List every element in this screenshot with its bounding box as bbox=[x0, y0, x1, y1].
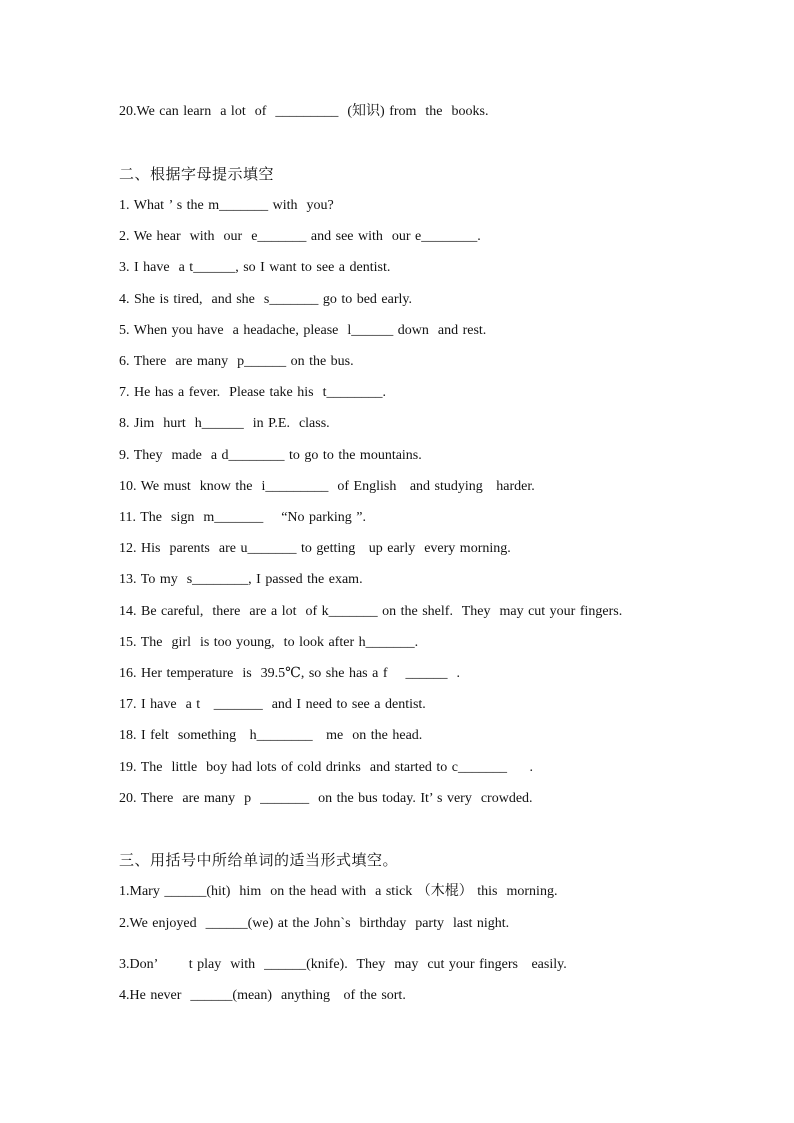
section-2-item-4: 4. She is tired, and she s_______ go to bed early. bbox=[119, 292, 412, 307]
section-2-item-18: 18. I felt something h________ me on the head. bbox=[119, 728, 423, 743]
section-2-item-2: 2. We hear with our e_______ and see with our e________. bbox=[119, 229, 481, 244]
section-3-item-3: 3.Don’ t play with ______(knife). They may cut your fingers easily. bbox=[119, 957, 567, 972]
section-2-item-12: 12. His parents are u_______ to getting up early every morning. bbox=[119, 541, 511, 556]
section-3-item-2: 2.We enjoyed ______(we) at the John`s birthday party last night. bbox=[119, 916, 510, 931]
section-2-heading: 二、根据字母提示填空 bbox=[119, 165, 275, 183]
section-2-item-1: 1. What ’ s the m_______ with you? bbox=[119, 198, 334, 213]
section-3-item-1: 1.Mary ______(hit) him on the head with a stick （木棍） this morning. bbox=[119, 884, 558, 899]
section-3-item-4: 4.He never ______(mean) anything of the sort. bbox=[119, 988, 406, 1003]
section-2-item-20: 20. There are many p _______ on the bus today. It’ s very crowded. bbox=[119, 791, 533, 806]
section-2-item-17: 17. I have a t _______ and I need to see a dentist. bbox=[119, 697, 426, 712]
section-2-item-7: 7. He has a fever. Please take his t________. bbox=[119, 385, 386, 400]
section-2-item-15: 15. The girl is too young, to look after h_______. bbox=[119, 635, 419, 650]
section-2-item-19: 19. The little boy had lots of cold drinks and started to c_______ . bbox=[119, 760, 534, 775]
section-2-item-6: 6. There are many p______ on the bus. bbox=[119, 354, 354, 369]
section-2-item-16: 16. Her temperature is 39.5℃, so she has a f ______ . bbox=[119, 666, 460, 681]
section-2-item-5: 5. When you have a headache, please l______ down and rest. bbox=[119, 323, 487, 338]
section-2-item-11: 11. The sign m_______ “No parking ”. bbox=[119, 510, 367, 525]
section-2-item-13: 13. To my s________, I passed the exam. bbox=[119, 572, 363, 587]
section-2-item-10: 10. We must know the i_________ of English and studying harder. bbox=[119, 479, 535, 494]
section-3-heading: 三、用括号中所给单词的适当形式填空。 bbox=[119, 851, 399, 869]
section-2-item-14: 14. Be careful, there are a lot of k_______ on the shelf. They may cut your fingers. bbox=[119, 604, 623, 619]
section-2-item-9: 9. They made a d________ to go to the mountains. bbox=[119, 448, 422, 463]
section-2-item-8: 8. Jim hurt h______ in P.E. class. bbox=[119, 416, 330, 431]
section-2-item-3: 3. I have a t______, so I want to see a dentist. bbox=[119, 260, 391, 275]
exercise-item-20-top: 20.We can learn a lot of _________ (知识) from the books. bbox=[119, 104, 489, 119]
